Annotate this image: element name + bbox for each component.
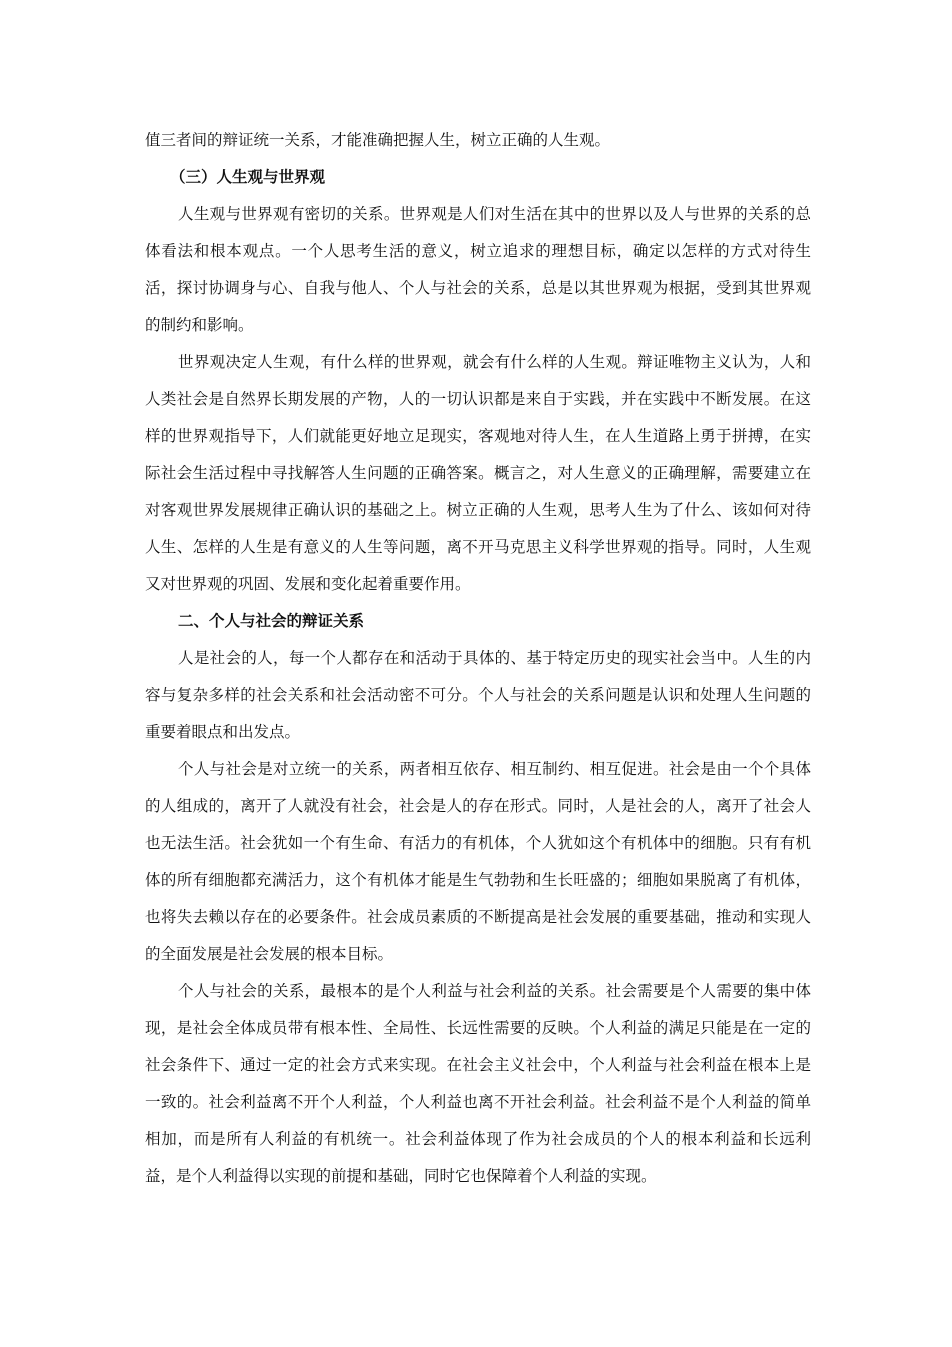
paragraph: 人是社会的人，每一个人都存在和活动于具体的、基于特定历史的现实社会当中。人生的内容与复杂多样的社会关系和社会活动密不可分。个人与社会的关系问题是认识和处理人生问题的重要着眼点和出发点。: [145, 649, 811, 741]
paragraph: 个人与社会的关系，最根本的是个人利益与社会利益的关系。社会需要是个人需要的集中体现，是社会全体成员带有根本性、全局性、长远性需要的反映。个人利益的满足只能是在一定的社会条件下、通过一定的社会方式来实现。在社会主义社会中，个人利益与社会利益在根本上是一致的。社会利益离不开个人利益，个人利益也离不开社会利益。社会利益不是个人利益的简单相加，而是所有人利益的有机统一。社会利益体现了作为社会成员的个人的根本利益和长远利益，是个人利益得以实现的前提和基础，同时它也保障着个人利益的实现。: [145, 982, 811, 1185]
section-heading-individual-and-society: 二、个人与社会的辩证关系: [178, 612, 365, 630]
subheading-life-view-and-world-view: （三）人生观与世界观: [170, 168, 326, 186]
paragraph-continuation: 值三者间的辩证统一关系，才能准确把握人生，树立正确的人生观。: [145, 131, 611, 149]
paragraph: 个人与社会是对立统一的关系，两者相互依存、相互制约、相互促进。社会是由一个个具体的人组成的，离开了人就没有社会，社会是人的存在形式。同时，人是社会的人，离开了社会人也无法生活。社会犹如一个有生命、有活力的有机体，个人犹如这个有机体中的细胞。只有有机体的所有细胞都充满活力，这个有机体才能是生气勃勃和生长旺盛的；细胞如果脱离了有机体，也将失去赖以存在的必要条件。社会成员素质的不断提高是社会发展的重要基础，推动和实现人的全面发展是社会发展的根本目标。: [145, 760, 811, 963]
paragraph: 世界观决定人生观，有什么样的世界观，就会有什么样的人生观。辩证唯物主义认为，人和人类社会是自然界长期发展的产物，人的一切认识都是来自于实践，并在实践中不断发展。在这样的世界观指导下，人们就能更好地立足现实，客观地对待人生，在人生道路上勇于拼搏，在实际社会生活过程中寻找解答人生问题的正确答案。概言之，对人生意义的正确理解，需要建立在对客观世界发展规律正确认识的基础之上。树立正确的人生观，思考人生为了什么、该如何对待人生、怎样的人生是有意义的人生等问题，离不开马克思主义科学世界观的指导。同时，人生观又对世界观的巩固、发展和变化起着重要作用。: [145, 353, 811, 593]
document-page: [145, 122, 811, 1195]
paragraph: 人生观与世界观有密切的关系。世界观是人们对生活在其中的世界以及人与世界的关系的总体看法和根本观点。一个人思考生活的意义，树立追求的理想目标，确定以怎样的方式对待生活，探讨协调身与心、自我与他人、个人与社会的关系，总是以其世界观为根据，受到其世界观的制约和影响。: [145, 205, 811, 334]
